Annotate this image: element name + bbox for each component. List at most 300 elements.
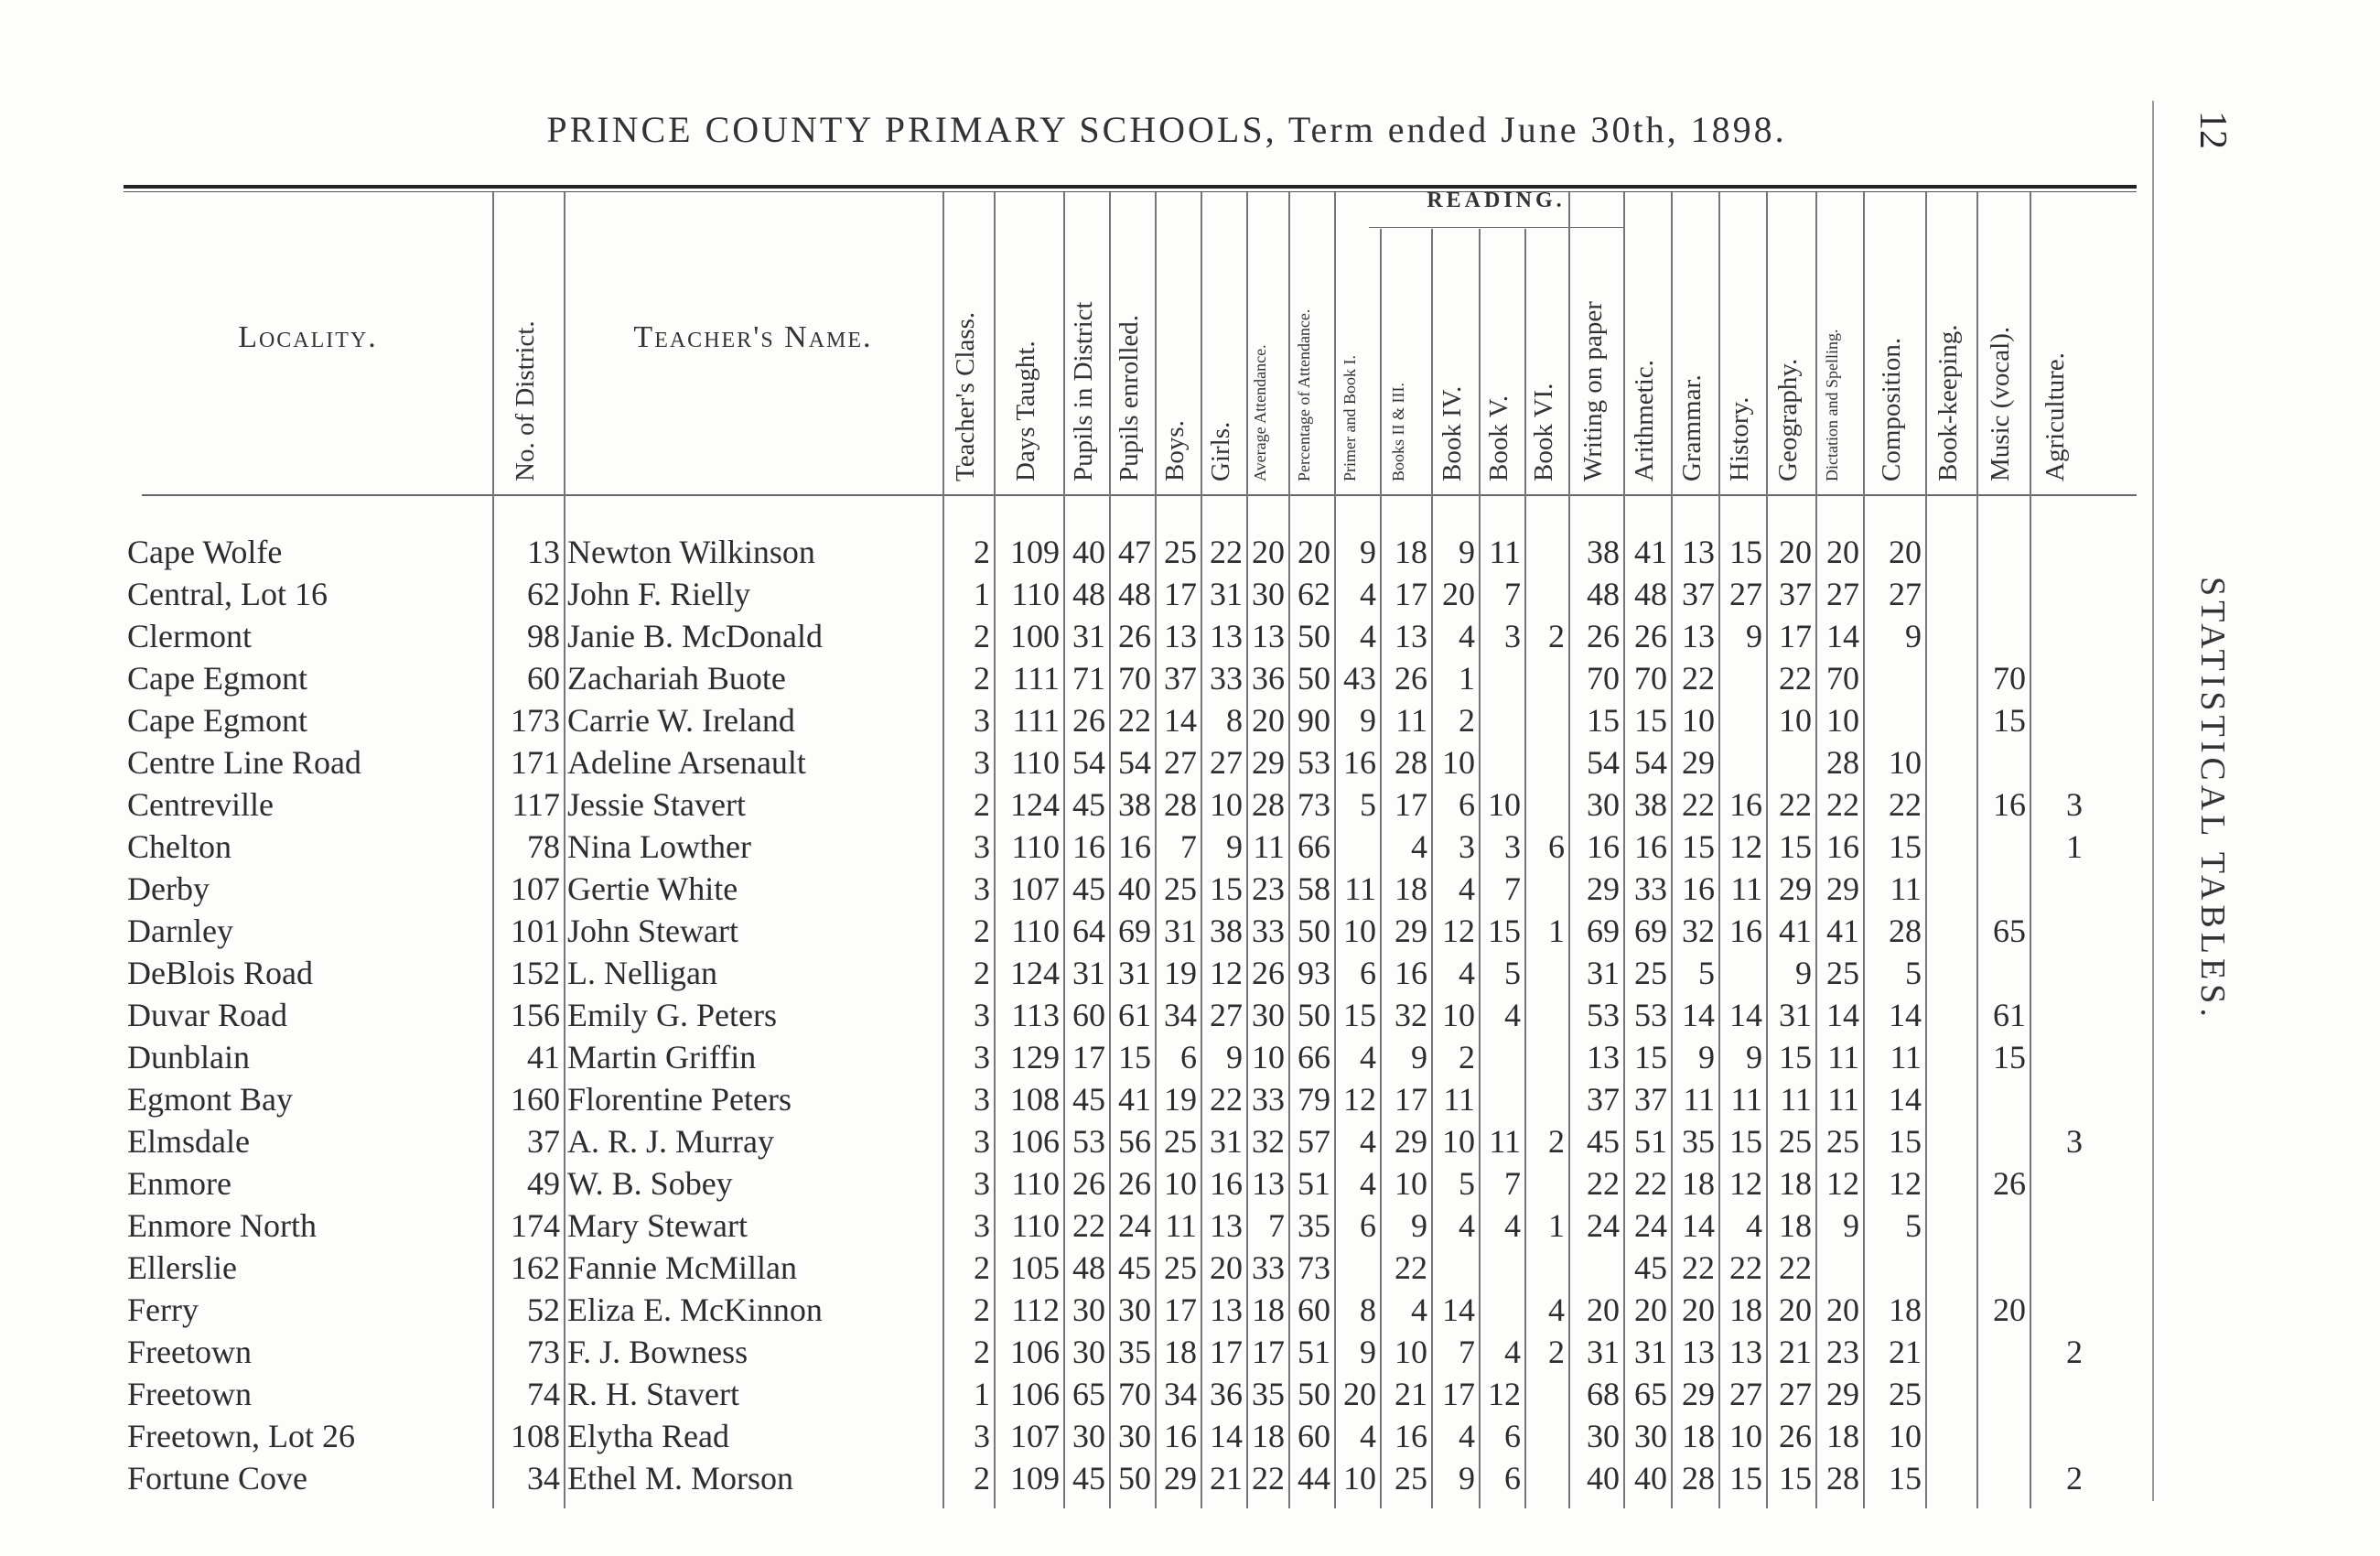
cell-arithmetic: 45	[1634, 1249, 1667, 1286]
cell-music	[1976, 1415, 2026, 1457]
cell-pupils-enrolled: 30	[1118, 1291, 1151, 1328]
cell-music: 70	[1993, 660, 2026, 697]
cell-primer-book1: 20	[1343, 1376, 1376, 1412]
cell-locality: Fortune Cove	[127, 1460, 307, 1497]
cell-days-taught: 106	[1010, 1376, 1060, 1412]
cell-geography: 22	[1779, 1249, 1812, 1286]
side-title: STATISTICAL TABLES.	[2193, 577, 2232, 1021]
cell-book-6	[1524, 1457, 1565, 1499]
cell-pupils-enrolled: 70	[1118, 660, 1151, 697]
cell-locality: Clermont	[127, 618, 252, 654]
cell-books-2-3: 16	[1395, 1418, 1427, 1454]
cell-district: 49	[527, 1165, 560, 1202]
cell-book-4: 5	[1459, 1165, 1475, 1202]
cell-agriculture	[2030, 741, 2083, 783]
cell-teacher-class: 2	[974, 1334, 990, 1370]
cell-music	[1976, 868, 2026, 910]
cell-history: 15	[1729, 1123, 1762, 1160]
cell-history: 9	[1746, 618, 1762, 654]
cell-arithmetic: 37	[1634, 1081, 1667, 1118]
cell-books-2-3: 11	[1395, 702, 1427, 739]
cell-teacher-class: 2	[974, 618, 990, 654]
cell-book-4: 4	[1459, 618, 1475, 654]
cell-writing: 26	[1587, 618, 1620, 654]
cell-books-2-3: 9	[1411, 1207, 1427, 1244]
cell-avg-attendance: 33	[1252, 1081, 1285, 1118]
cell-music	[1976, 1457, 2026, 1499]
cell-agriculture	[2030, 910, 2083, 952]
cell-arithmetic: 65	[1634, 1376, 1667, 1412]
cell-geography: 20	[1779, 534, 1812, 570]
cell-days-taught: 129	[1010, 1039, 1060, 1075]
cell-district: 173	[511, 702, 560, 739]
cell-books-2-3: 18	[1395, 534, 1427, 570]
cell-teacher-class: 2	[974, 534, 990, 570]
cell-teacher-class: 3	[974, 828, 990, 865]
cell-dictation: 11	[1827, 1039, 1859, 1075]
cell-book-4: 9	[1459, 1460, 1475, 1497]
cell-book-5: 11	[1489, 1123, 1521, 1160]
cell-books-2-3: 13	[1395, 618, 1427, 654]
column-header-composition: Composition.	[1877, 337, 1906, 481]
column-header-days-taught: Days Taught.	[1011, 340, 1040, 481]
cell-primer-book1: 6	[1360, 955, 1376, 991]
cell-book-4: 17	[1442, 1376, 1475, 1412]
cell-district: 34	[527, 1460, 560, 1497]
cell-boys: 25	[1164, 870, 1197, 907]
cell-pupils-district: 65	[1072, 1376, 1105, 1412]
table-row	[0, 615, 2150, 657]
cell-grammar: 28	[1682, 1460, 1715, 1497]
cell-pupils-district: 26	[1072, 1165, 1105, 1202]
cell-music: 65	[1993, 913, 2026, 949]
cell-pupils-district: 48	[1072, 1249, 1105, 1286]
cell-books-2-3: 17	[1395, 576, 1427, 612]
cell-pupils-enrolled: 54	[1118, 744, 1151, 781]
cell-agriculture	[2030, 1415, 2083, 1457]
cell-music	[1976, 1205, 2026, 1247]
cell-bookkeeping	[1925, 1331, 1973, 1373]
cell-geography: 9	[1795, 955, 1812, 991]
cell-avg-attendance: 22	[1252, 1460, 1285, 1497]
cell-books-2-3: 25	[1395, 1460, 1427, 1497]
cell-district: 62	[527, 576, 560, 612]
cell-boys: 16	[1164, 1418, 1197, 1454]
cell-book-4: 9	[1459, 534, 1475, 570]
cell-geography: 22	[1779, 660, 1812, 697]
cell-boys: 7	[1180, 828, 1197, 865]
cell-book-6	[1524, 994, 1565, 1036]
cell-book-6	[1524, 1078, 1565, 1120]
cell-book-6: 1	[1548, 1207, 1565, 1244]
cell-days-taught: 110	[1011, 828, 1060, 865]
cell-district: 171	[511, 744, 560, 781]
cell-district: 78	[527, 828, 560, 865]
cell-dictation: 16	[1826, 828, 1859, 865]
column-header-history: History.	[1725, 396, 1754, 481]
cell-composition: 18	[1889, 1291, 1922, 1328]
cell-locality: Derby	[127, 870, 210, 907]
cell-books-2-3: 10	[1395, 1165, 1427, 1202]
cell-primer-book1	[1334, 826, 1376, 868]
cell-girls: 14	[1210, 1418, 1243, 1454]
cell-music	[1976, 531, 2026, 573]
cell-dictation: 14	[1826, 618, 1859, 654]
cell-teacher: John F. Rielly	[567, 576, 751, 612]
cell-geography: 27	[1779, 1376, 1812, 1412]
cell-composition: 15	[1889, 1460, 1922, 1497]
cell-book-5: 5	[1504, 955, 1521, 991]
cell-book-5: 15	[1488, 913, 1521, 949]
cell-district: 60	[527, 660, 560, 697]
cell-agriculture	[2030, 1289, 2083, 1331]
cell-agriculture	[2030, 868, 2083, 910]
cell-writing: 29	[1587, 870, 1620, 907]
cell-pct-attendance: 90	[1298, 702, 1330, 739]
column-header-writing: Writing on paper	[1578, 301, 1608, 481]
cell-pupils-enrolled: 26	[1118, 618, 1151, 654]
cell-teacher: Zachariah Buote	[567, 660, 786, 697]
cell-locality: Ellerslie	[127, 1249, 237, 1286]
cell-teacher-class: 3	[974, 1418, 990, 1454]
cell-writing: 13	[1587, 1039, 1620, 1075]
cell-avg-attendance: 20	[1252, 702, 1285, 739]
cell-arithmetic: 48	[1634, 576, 1667, 612]
cell-arithmetic: 33	[1634, 870, 1667, 907]
cell-composition: 21	[1889, 1334, 1922, 1370]
cell-district: 74	[527, 1376, 560, 1412]
cell-avg-attendance: 17	[1252, 1334, 1285, 1370]
cell-arithmetic: 20	[1634, 1291, 1667, 1328]
cell-pupils-district: 40	[1072, 534, 1105, 570]
column-header-girls: Girls.	[1206, 421, 1235, 481]
cell-boys: 11	[1165, 1207, 1197, 1244]
cell-dictation	[1815, 1247, 1859, 1289]
cell-grammar: 14	[1682, 997, 1715, 1033]
cell-pct-attendance: 50	[1298, 1376, 1330, 1412]
cell-history: 14	[1729, 997, 1762, 1033]
cell-book-5	[1479, 699, 1521, 741]
cell-book-5: 12	[1488, 1376, 1521, 1412]
cell-arithmetic: 25	[1634, 955, 1667, 991]
cell-district: 13	[527, 534, 560, 570]
cell-pct-attendance: 20	[1298, 534, 1330, 570]
cell-girls: 13	[1210, 1207, 1243, 1244]
cell-history: 18	[1729, 1291, 1762, 1328]
cell-dictation: 23	[1826, 1334, 1859, 1370]
cell-days-taught: 124	[1010, 955, 1060, 991]
cell-book-6: 2	[1548, 618, 1565, 654]
cell-composition: 22	[1889, 786, 1922, 823]
cell-pupils-enrolled: 30	[1118, 1418, 1151, 1454]
cell-teacher: Ethel M. Morson	[567, 1460, 793, 1497]
cell-music: 15	[1993, 702, 2026, 739]
cell-history	[1718, 952, 1762, 994]
cell-music	[1976, 826, 2026, 868]
cell-grammar: 37	[1682, 576, 1715, 612]
cell-arithmetic: 22	[1634, 1165, 1667, 1202]
cell-geography: 25	[1779, 1123, 1812, 1160]
cell-teacher-class: 1	[974, 1376, 990, 1412]
cell-geography: 29	[1779, 870, 1812, 907]
cell-book-4: 3	[1459, 828, 1475, 865]
cell-teacher: Mary Stewart	[567, 1207, 748, 1244]
cell-teacher: Elytha Read	[567, 1418, 729, 1454]
cell-book-4	[1431, 1247, 1475, 1289]
cell-book-5: 10	[1488, 786, 1521, 823]
cell-book-6	[1524, 1373, 1565, 1415]
cell-book-6	[1524, 1415, 1565, 1457]
cell-book-6	[1524, 531, 1565, 573]
cell-music: 26	[1993, 1165, 2026, 1202]
cell-history: 12	[1729, 828, 1762, 865]
cell-pupils-enrolled: 22	[1118, 702, 1151, 739]
cell-avg-attendance: 7	[1268, 1207, 1285, 1244]
cell-boys: 34	[1164, 1376, 1197, 1412]
cell-book-5: 11	[1489, 534, 1521, 570]
cell-bookkeeping	[1925, 952, 1973, 994]
cell-avg-attendance: 10	[1252, 1039, 1285, 1075]
cell-geography	[1766, 741, 1812, 783]
cell-book-6	[1524, 741, 1565, 783]
cell-book-5	[1479, 1036, 1521, 1078]
cell-bookkeeping	[1925, 1036, 1973, 1078]
cell-locality: Chelton	[127, 828, 232, 865]
cell-book-5: 7	[1504, 576, 1521, 612]
cell-book-4: 14	[1442, 1291, 1475, 1328]
cell-bookkeeping	[1925, 1289, 1973, 1331]
cell-primer-book1: 43	[1343, 660, 1376, 697]
cell-writing: 45	[1587, 1123, 1620, 1160]
cell-avg-attendance: 11	[1253, 828, 1285, 865]
cell-teacher: John Stewart	[567, 913, 738, 949]
cell-writing: 24	[1587, 1207, 1620, 1244]
cell-teacher-class: 2	[974, 1460, 990, 1497]
cell-books-2-3: 21	[1395, 1376, 1427, 1412]
cell-grammar: 32	[1682, 913, 1715, 949]
cell-teacher-class: 3	[974, 1081, 990, 1118]
cell-composition: 10	[1889, 1418, 1922, 1454]
cell-district: 41	[527, 1039, 560, 1075]
cell-composition: 14	[1889, 997, 1922, 1033]
cell-agriculture	[2030, 1162, 2083, 1205]
cell-book-4: 4	[1459, 870, 1475, 907]
cell-agriculture: 3	[2066, 786, 2083, 823]
cell-books-2-3: 9	[1411, 1039, 1427, 1075]
cell-teacher-class: 3	[974, 1207, 990, 1244]
cell-grammar: 35	[1682, 1123, 1715, 1160]
cell-music	[1976, 1331, 2026, 1373]
cell-avg-attendance: 23	[1252, 870, 1285, 907]
cell-agriculture	[2030, 573, 2083, 615]
cell-books-2-3: 17	[1395, 786, 1427, 823]
cell-history	[1718, 657, 1762, 699]
cell-book-4: 2	[1459, 1039, 1475, 1075]
table-row	[0, 657, 2150, 699]
cell-agriculture	[2030, 1036, 2083, 1078]
cell-teacher: Eliza E. McKinnon	[567, 1291, 823, 1328]
cell-primer-book1: 12	[1343, 1081, 1376, 1118]
cell-avg-attendance: 18	[1252, 1418, 1285, 1454]
cell-agriculture: 2	[2066, 1460, 2083, 1497]
cell-pct-attendance: 35	[1298, 1207, 1330, 1244]
cell-book-6: 1	[1548, 913, 1565, 949]
cell-history: 4	[1746, 1207, 1762, 1244]
cell-grammar: 10	[1682, 702, 1715, 739]
cell-primer-book1: 4	[1360, 618, 1376, 654]
cell-girls: 16	[1210, 1165, 1243, 1202]
column-header-teacher-class: Teacher's Class.	[951, 311, 980, 481]
cell-days-taught: 100	[1010, 618, 1060, 654]
cell-girls: 17	[1210, 1334, 1243, 1370]
cell-teacher: Florentine Peters	[567, 1081, 792, 1118]
header-bottom-rule	[142, 494, 2137, 496]
cell-book-5: 3	[1504, 618, 1521, 654]
cell-primer-book1: 8	[1360, 1291, 1376, 1328]
cell-pupils-district: 60	[1072, 997, 1105, 1033]
cell-days-taught: 110	[1011, 913, 1060, 949]
cell-primer-book1: 9	[1360, 1334, 1376, 1370]
cell-bookkeeping	[1925, 699, 1973, 741]
cell-avg-attendance: 13	[1252, 1165, 1285, 1202]
cell-music	[1976, 1247, 2026, 1289]
cell-boys: 27	[1164, 744, 1197, 781]
cell-teacher-class: 3	[974, 1039, 990, 1075]
cell-pupils-district: 22	[1072, 1207, 1105, 1244]
cell-composition: 15	[1889, 828, 1922, 865]
cell-agriculture: 2	[2066, 1334, 2083, 1370]
cell-teacher: A. R. J. Murray	[567, 1123, 774, 1160]
cell-boys: 6	[1180, 1039, 1197, 1075]
cell-primer-book1	[1334, 1247, 1376, 1289]
column-header-district: No. of District.	[511, 320, 540, 481]
cell-music	[1976, 1078, 2026, 1120]
cell-days-taught: 111	[1012, 702, 1060, 739]
cell-primer-book1: 15	[1343, 997, 1376, 1033]
cell-avg-attendance: 28	[1252, 786, 1285, 823]
cell-primer-book1: 4	[1360, 1418, 1376, 1454]
column-header-pupils-enrolled: Pupils enrolled.	[1115, 314, 1144, 481]
cell-book-4: 4	[1459, 1418, 1475, 1454]
cell-history: 12	[1729, 1165, 1762, 1202]
cell-pct-attendance: 66	[1298, 828, 1330, 865]
page-title: PRINCE COUNTY PRIMARY SCHOOLS, Term ended June 30th, 1898.	[546, 109, 1787, 150]
cell-locality: Cape Egmont	[127, 702, 307, 739]
table-row	[0, 1078, 2150, 1120]
cell-book-5: 7	[1504, 870, 1521, 907]
cell-bookkeeping	[1925, 1205, 1973, 1247]
cell-book-4: 10	[1442, 744, 1475, 781]
cell-pupils-enrolled: 40	[1118, 870, 1151, 907]
cell-book-5: 4	[1504, 1334, 1521, 1370]
cell-days-taught: 110	[1011, 576, 1060, 612]
cell-avg-attendance: 29	[1252, 744, 1285, 781]
cell-avg-attendance: 13	[1252, 618, 1285, 654]
cell-arithmetic: 15	[1634, 1039, 1667, 1075]
cell-books-2-3: 32	[1395, 997, 1427, 1033]
cell-composition: 11	[1890, 870, 1922, 907]
table-row	[0, 826, 2150, 868]
cell-girls: 20	[1210, 1249, 1243, 1286]
cell-music	[1976, 1120, 2026, 1162]
cell-teacher: F. J. Bowness	[567, 1334, 748, 1370]
cell-grammar: 18	[1682, 1418, 1715, 1454]
cell-locality: Enmore	[127, 1165, 232, 1202]
cell-book-5: 6	[1504, 1460, 1521, 1497]
cell-writing: 15	[1587, 702, 1620, 739]
table-top-rule	[124, 185, 2137, 189]
cell-dictation: 10	[1826, 702, 1859, 739]
cell-geography: 37	[1779, 576, 1812, 612]
cell-dictation: 9	[1843, 1207, 1859, 1244]
cell-book-5: 4	[1504, 997, 1521, 1033]
cell-teacher-class: 2	[974, 1249, 990, 1286]
cell-bookkeeping	[1925, 783, 1973, 826]
cell-bookkeeping	[1925, 531, 1973, 573]
cell-geography: 15	[1779, 1460, 1812, 1497]
cell-girls: 22	[1210, 1081, 1243, 1118]
cell-boys: 19	[1164, 1081, 1197, 1118]
cell-pct-attendance: 51	[1298, 1334, 1330, 1370]
column-header-bookkeeping: Book-keeping.	[1933, 324, 1963, 481]
column-header-book-4: Book IV.	[1438, 385, 1467, 481]
cell-dictation: 20	[1826, 534, 1859, 570]
cell-pupils-enrolled: 38	[1118, 786, 1151, 823]
cell-music	[1976, 952, 2026, 994]
cell-girls: 38	[1210, 913, 1243, 949]
cell-book-4: 20	[1442, 576, 1475, 612]
cell-dictation: 20	[1826, 1291, 1859, 1328]
cell-book-4: 12	[1442, 913, 1475, 949]
cell-agriculture: 3	[2066, 1123, 2083, 1160]
column-header-dictation: Dictation and Spelling.	[1823, 329, 1841, 481]
cell-grammar: 11	[1683, 1081, 1715, 1118]
cell-boys: 10	[1164, 1165, 1197, 1202]
cell-book-6	[1524, 1162, 1565, 1205]
cell-avg-attendance: 20	[1252, 534, 1285, 570]
cell-pupils-enrolled: 31	[1118, 955, 1151, 991]
cell-geography: 26	[1779, 1418, 1812, 1454]
cell-boys: 25	[1164, 534, 1197, 570]
cell-district: 98	[527, 618, 560, 654]
cell-teacher: Nina Lowther	[567, 828, 751, 865]
table-row	[0, 868, 2150, 910]
cell-teacher-class: 2	[974, 786, 990, 823]
column-header-primer-book1: Primer and Book I.	[1341, 355, 1359, 481]
cell-writing: 54	[1587, 744, 1620, 781]
cell-pupils-enrolled: 70	[1118, 1376, 1151, 1412]
cell-days-taught: 107	[1010, 870, 1060, 907]
column-header-agriculture: Agriculture.	[2041, 352, 2070, 481]
cell-dictation: 70	[1826, 660, 1859, 697]
cell-music: 61	[1993, 997, 2026, 1033]
cell-agriculture	[2030, 994, 2083, 1036]
right-rule	[2152, 101, 2154, 1501]
cell-bookkeeping	[1925, 994, 1973, 1036]
cell-district: 156	[511, 997, 560, 1033]
cell-geography: 21	[1779, 1334, 1812, 1370]
column-header-arithmetic: Arithmetic.	[1630, 360, 1659, 481]
table-row	[0, 1036, 2150, 1078]
cell-composition: 27	[1889, 576, 1922, 612]
cell-girls: 10	[1210, 786, 1243, 823]
cell-arithmetic: 16	[1634, 828, 1667, 865]
cell-boys: 25	[1164, 1123, 1197, 1160]
cell-boys: 31	[1164, 913, 1197, 949]
cell-grammar: 22	[1682, 660, 1715, 697]
cell-dictation: 28	[1826, 744, 1859, 781]
cell-history: 10	[1729, 1418, 1762, 1454]
